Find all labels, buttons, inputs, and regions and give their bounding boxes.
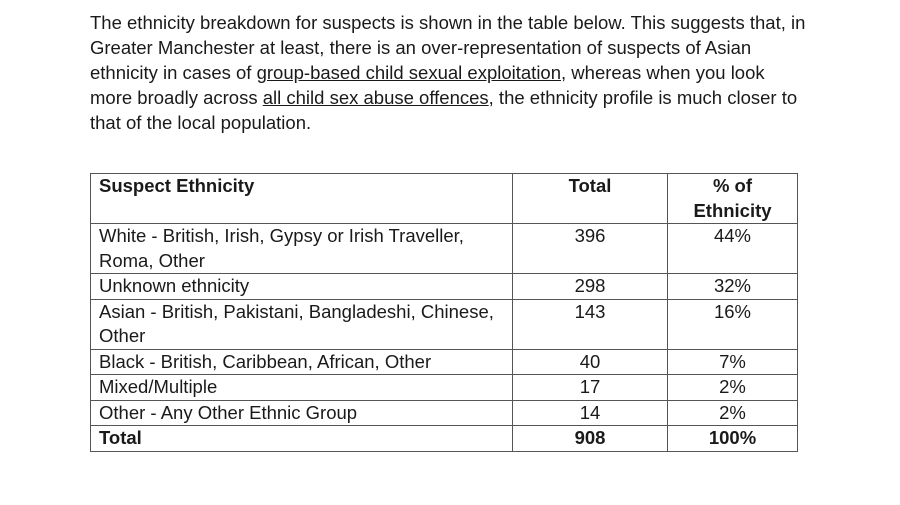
ethnicity-table (90, 173, 798, 452)
total-cell: 14 (513, 400, 668, 426)
ethnicity-cell: Asian - British, Pakistani, Bangladeshi, Chinese, Other (91, 299, 513, 349)
total-percent-cell: 100% (668, 426, 798, 452)
table-header-row (91, 174, 798, 224)
total-cell: 143 (513, 299, 668, 349)
percent-cell: 2% (668, 400, 798, 426)
total-cell: 40 (513, 349, 668, 375)
intro-paragraph (90, 10, 810, 135)
ethnicity-cell: Unknown ethnicity (91, 274, 513, 300)
header-total: Total (513, 174, 668, 224)
intro-text-2: , whereas when you look more broadly across (90, 62, 765, 108)
table-row (91, 224, 798, 274)
header-suspect-ethnicity: Suspect Ethnicity (91, 174, 513, 224)
intro-text-3: , the ethnicity profile is much closer to that of the local population. (90, 87, 798, 133)
ethnicity-cell: Black - British, Caribbean, African, Other (91, 349, 513, 375)
total-label-cell: Total (91, 426, 513, 452)
total-cell: 396 (513, 224, 668, 274)
intro-text-1: The ethnicity breakdown for suspects is shown in the table below. This suggests that, in Greater Manchester at least, there is an over-representation of suspects of Asian ethnicity in cases of (90, 12, 806, 83)
ethnicity-cell: Other - Any Other Ethnic Group (91, 400, 513, 426)
group-based-cse-link[interactable]: group-based child sexual exploitation (256, 62, 562, 83)
table-row (91, 349, 798, 375)
percent-cell: 16% (668, 299, 798, 349)
table-row (91, 400, 798, 426)
ethnicity-cell: Mixed/Multiple (91, 375, 513, 401)
percent-cell: 2% (668, 375, 798, 401)
total-cell: 298 (513, 274, 668, 300)
table-total-row (91, 426, 798, 452)
table-row (91, 299, 798, 349)
ethnicity-cell: White - British, Irish, Gypsy or Irish Traveller, Roma, Other (91, 224, 513, 274)
percent-cell: 7% (668, 349, 798, 375)
all-child-sex-abuse-link[interactable]: all child sex abuse offences (262, 87, 489, 108)
total-cell: 17 (513, 375, 668, 401)
table-row (91, 274, 798, 300)
grand-total-cell: 908 (513, 426, 668, 452)
header-percent-of-ethnicity: % of Ethnicity (668, 174, 798, 224)
percent-cell: 44% (668, 224, 798, 274)
percent-cell: 32% (668, 274, 798, 300)
table-row (91, 375, 798, 401)
